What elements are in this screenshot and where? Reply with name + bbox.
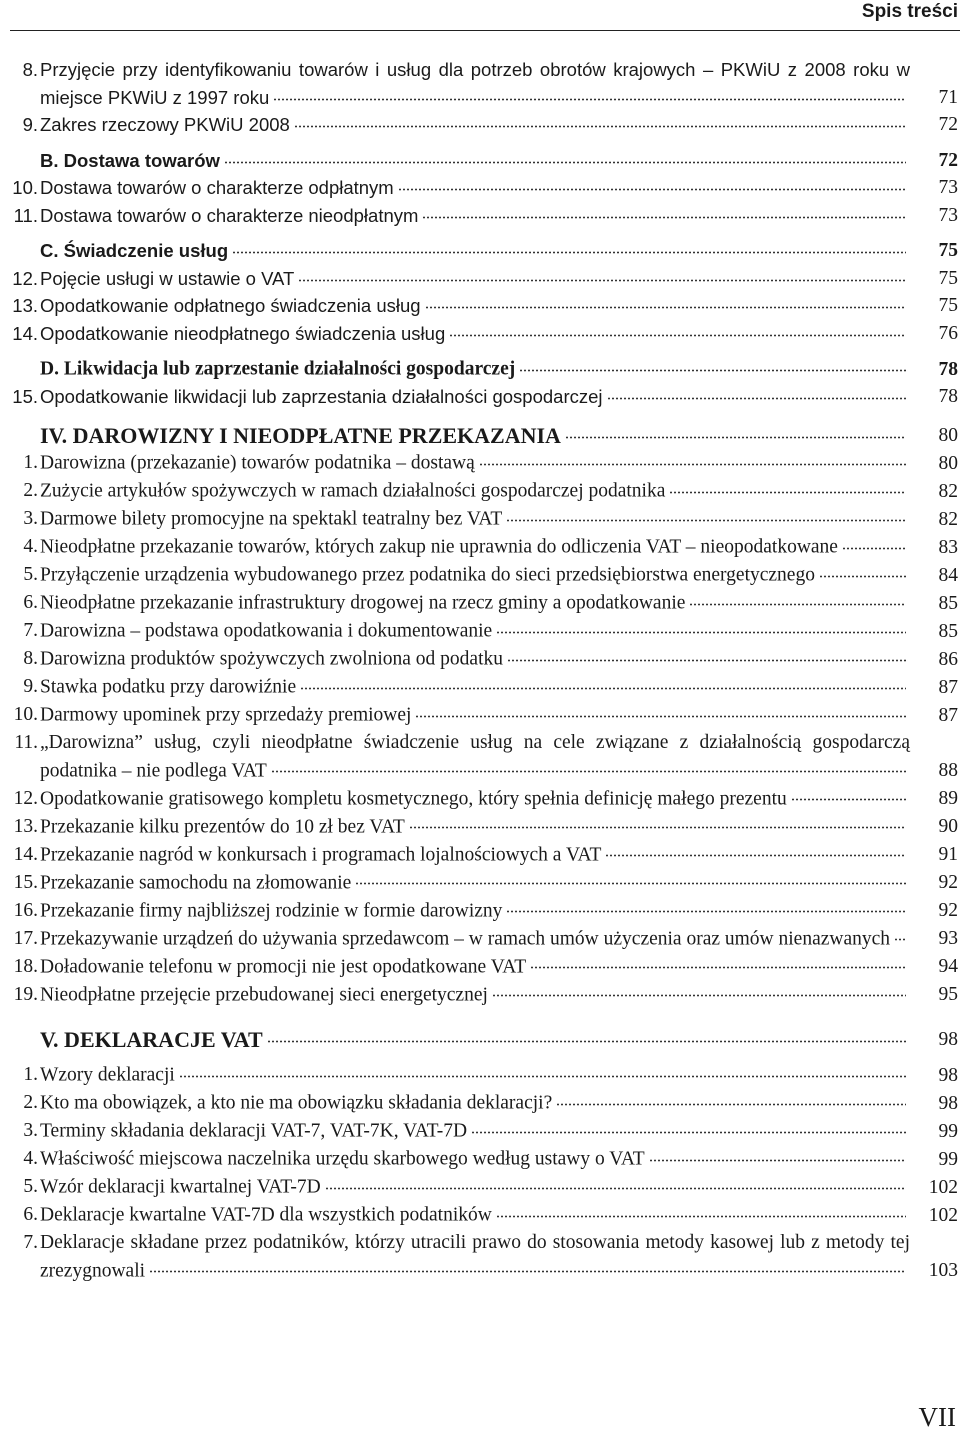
toc-entry-title: Przyjęcie przy identyfikowaniu towarów i usług dla potrzeb obrotów krajowych – PKWiU z 2008 roku w miejsce PKWiU z 1997 roku bbox=[40, 59, 910, 108]
toc-entry-number: 15. bbox=[13, 871, 38, 893]
dot-leader bbox=[355, 869, 906, 889]
toc-entry-title: V. DEKLARACJE VAT bbox=[40, 1026, 263, 1052]
toc-entry[interactable] bbox=[0, 111, 960, 139]
toc-entry-number: 14. bbox=[13, 843, 38, 865]
dot-leader bbox=[300, 673, 906, 693]
toc-entry[interactable] bbox=[0, 1173, 960, 1201]
toc-entry-page: 75 bbox=[938, 295, 958, 316]
toc-entry-title: Przekazanie firmy najbliższej rodzinie w formie darowizny bbox=[40, 900, 503, 921]
toc-entry[interactable] bbox=[0, 645, 960, 673]
toc-entry-page: 78 bbox=[938, 358, 958, 380]
toc-entry[interactable] bbox=[0, 237, 960, 265]
toc-entry-page: 73 bbox=[938, 177, 958, 198]
toc-entry-page: 88 bbox=[938, 760, 958, 781]
toc-entry-number: 9. bbox=[22, 114, 38, 135]
dot-leader bbox=[507, 645, 906, 665]
dot-leader bbox=[506, 897, 906, 917]
dot-leader bbox=[479, 449, 906, 469]
toc-entry[interactable] bbox=[0, 383, 960, 411]
dot-leader bbox=[471, 1117, 906, 1137]
toc-entry-page: 86 bbox=[938, 648, 958, 670]
toc-entry-title: Deklaracje składane przez podatników, którzy utracili prawo do stosowania metody kasowej lub z metody tej zrezygnowali bbox=[40, 1232, 910, 1281]
toc-entry-title: Opodatkowanie nieodpłatnego świadczenia usług bbox=[40, 322, 446, 344]
toc-entry-page: 102 bbox=[928, 1204, 958, 1226]
toc-entry-title: Przekazanie kilku prezentów do 10 zł bez VAT bbox=[40, 816, 405, 837]
toc-entry[interactable] bbox=[0, 897, 960, 925]
toc-entry-number: 14. bbox=[12, 322, 38, 344]
toc-entry-title: Deklaracje kwartalne VAT-7D dla wszystkich podatników bbox=[40, 1204, 492, 1226]
dot-leader bbox=[506, 505, 906, 525]
dot-leader bbox=[294, 113, 906, 132]
toc-entry-page: 95 bbox=[938, 984, 958, 1005]
toc-entry-page: 72 bbox=[938, 114, 958, 135]
toc-entry-title: IV. DAROWIZNY I NIEODPŁATNE PRZEKAZANIA bbox=[40, 422, 561, 448]
dot-leader bbox=[422, 203, 906, 222]
dot-leader bbox=[149, 1257, 906, 1277]
toc-entry-page: 87 bbox=[938, 676, 958, 698]
dot-leader bbox=[398, 176, 906, 195]
toc-entry-number: 12. bbox=[13, 787, 38, 809]
toc-entry-title: Doładowanie telefonu w promocji nie jest opodatkowane VAT bbox=[40, 956, 527, 977]
toc-entry-title: Kto ma obowiązek, a kto nie ma obowiązku składania deklaracji? bbox=[40, 1092, 553, 1114]
toc-entry-page: 82 bbox=[938, 508, 958, 530]
toc-entry-page: 85 bbox=[938, 620, 958, 642]
toc-entry[interactable] bbox=[0, 673, 960, 701]
toc-entry-page: 89 bbox=[938, 788, 958, 809]
dot-leader bbox=[409, 813, 906, 833]
toc-entry[interactable] bbox=[0, 785, 960, 813]
toc-entry-number: 6. bbox=[23, 1204, 38, 1225]
toc-entry-title: Nieodpłatne przejęcie przebudowanej sieci energetycznej bbox=[40, 984, 488, 1005]
toc-entry-number: 13. bbox=[13, 815, 38, 837]
toc-entry-page: 73 bbox=[938, 204, 958, 226]
toc-entry-title: Zakres rzeczowy PKWiU 2008 bbox=[40, 114, 290, 135]
toc-entry-page: 91 bbox=[938, 844, 958, 865]
toc-entry-page: 94 bbox=[938, 956, 958, 977]
toc-entry-page: 87 bbox=[938, 704, 958, 726]
toc-entry-title: Dostawa towarów o charakterze odpłatnym bbox=[40, 177, 394, 198]
toc-entry-title: Darowizna produktów spożywczych zwolniona od podatku bbox=[40, 648, 504, 670]
toc-entry-page: 92 bbox=[938, 900, 958, 921]
toc-entry-title: Przekazanie nagród w konkursach i programach lojalnościowych a VAT bbox=[40, 844, 602, 865]
toc-entry-title: D. Likwidacja lub zaprzestanie działalności gospodarczej bbox=[40, 358, 516, 380]
toc-entry-title: Pojęcie usługi w ustawie o VAT bbox=[40, 267, 295, 289]
table-of-contents bbox=[0, 56, 960, 1285]
toc-entry[interactable] bbox=[0, 1117, 960, 1145]
toc-entry-title: Darowizna – podstawa opodatkowania i dokumentowanie bbox=[40, 620, 493, 642]
toc-entry[interactable] bbox=[0, 701, 960, 729]
toc-entry[interactable] bbox=[0, 925, 960, 953]
toc-entry-number: 8. bbox=[22, 59, 38, 80]
dot-leader bbox=[605, 841, 906, 861]
toc-entry-page: 71 bbox=[938, 86, 958, 108]
toc-entry-number: 12. bbox=[12, 267, 38, 289]
toc-entry[interactable] bbox=[0, 589, 960, 617]
toc-entry-page: 83 bbox=[938, 536, 958, 558]
toc-entry-title: Właściwość miejscowa naczelnika urzędu skarbowego według ustawy o VAT bbox=[40, 1148, 645, 1170]
toc-entry-title: Przyłączenie urządzenia wybudowanego przez podatnika do sieci przedsiębiorstwa energetycznego bbox=[40, 564, 815, 586]
toc-entry-number: 19. bbox=[13, 983, 38, 1005]
toc-entry-page: 85 bbox=[938, 592, 958, 614]
toc-entry-title: Dostawa towarów o charakterze nieodpłatnym bbox=[40, 204, 419, 226]
dot-leader bbox=[179, 1061, 906, 1081]
dot-leader bbox=[325, 1173, 906, 1193]
toc-entry-page: 103 bbox=[928, 1260, 958, 1281]
dot-leader bbox=[519, 355, 906, 375]
toc-entry-title: Nieodpłatne przekazanie towarów, których zakup nie uprawnia do odliczenia VAT – nieopodatkowane bbox=[40, 536, 838, 558]
toc-entry-page: 98 bbox=[938, 1092, 958, 1114]
toc-entry-number: 3. bbox=[23, 1120, 38, 1141]
dot-leader bbox=[496, 1201, 906, 1221]
dot-leader bbox=[842, 533, 906, 553]
toc-entry-title: Nieodpłatne przekazanie infrastruktury drogowej na rzecz gminy a opodatkowanie bbox=[40, 592, 686, 614]
toc-entry-title: Darmowe bilety promocyjne na spektakl teatralny bez VAT bbox=[40, 508, 503, 530]
dot-leader bbox=[224, 148, 906, 167]
toc-entry-page: 72 bbox=[938, 149, 958, 171]
toc-entry-page: 76 bbox=[938, 322, 958, 344]
dot-leader bbox=[669, 477, 906, 497]
toc-entry-number: 18. bbox=[13, 955, 38, 977]
dot-leader bbox=[415, 701, 906, 721]
dot-leader bbox=[894, 925, 906, 945]
toc-entry-page: 75 bbox=[938, 267, 958, 289]
toc-entry[interactable] bbox=[0, 505, 960, 533]
dot-leader bbox=[496, 617, 906, 637]
dot-leader bbox=[232, 239, 906, 258]
toc-entry-number: 16. bbox=[13, 899, 38, 921]
toc-entry-page: 75 bbox=[938, 240, 958, 261]
toc-entry[interactable] bbox=[0, 1089, 960, 1117]
toc-entry-page: 99 bbox=[938, 1148, 958, 1170]
toc-entry[interactable] bbox=[0, 56, 960, 111]
toc-entry-number: 11. bbox=[14, 732, 38, 753]
toc-entry-number: 15. bbox=[12, 386, 38, 407]
toc-entry[interactable] bbox=[0, 1145, 960, 1173]
toc-entry-number: 17. bbox=[13, 927, 38, 949]
toc-entry-title: B. Dostawa towarów bbox=[40, 149, 220, 171]
toc-entry-page: 98 bbox=[938, 1028, 958, 1050]
toc-entry-number: 10. bbox=[13, 704, 38, 725]
toc-entry-number: 7. bbox=[23, 620, 38, 641]
toc-entry-page: 84 bbox=[938, 564, 958, 586]
toc-entry[interactable] bbox=[0, 147, 960, 175]
toc-entry-number: 5. bbox=[23, 564, 38, 585]
toc-entry-page: 80 bbox=[938, 424, 958, 446]
toc-entry-page: 90 bbox=[938, 816, 958, 837]
toc-entry-number: 5. bbox=[23, 1176, 38, 1197]
toc-entry-title: Opodatkowanie gratisowego kompletu kosmetycznego, który spełnia definicję małego prezentu bbox=[40, 788, 787, 809]
toc-entry-page: 93 bbox=[938, 928, 958, 949]
page-header bbox=[10, 0, 960, 31]
toc-entry-number: 2. bbox=[23, 1092, 38, 1113]
toc-entry-title: Opodatkowanie likwidacji lub zaprzestania działalności gospodarczej bbox=[40, 386, 603, 407]
dot-leader bbox=[556, 1089, 906, 1109]
toc-entry[interactable] bbox=[0, 320, 960, 348]
toc-entry-title: Przekazanie samochodu na złomowanie bbox=[40, 872, 352, 893]
toc-entry[interactable] bbox=[0, 265, 960, 293]
toc-entry-title: Darowizna (przekazanie) towarów podatnika – dostawą bbox=[40, 452, 475, 474]
toc-entry[interactable] bbox=[0, 174, 960, 202]
dot-leader bbox=[267, 1025, 906, 1047]
toc-entry-number: 2. bbox=[23, 480, 38, 501]
toc-entry-number: 3. bbox=[23, 508, 38, 529]
toc-entry[interactable] bbox=[0, 449, 960, 477]
toc-entry[interactable] bbox=[0, 202, 960, 230]
toc-entry[interactable] bbox=[0, 617, 960, 645]
toc-entry-number: 6. bbox=[23, 592, 38, 613]
dot-leader bbox=[492, 981, 906, 1001]
toc-entry[interactable] bbox=[0, 981, 960, 1009]
toc-entry[interactable] bbox=[0, 1025, 960, 1054]
dot-leader bbox=[565, 421, 906, 443]
toc-entry-title: „Darowizna” usług, czyli nieodpłatne świadczenie usług na cele związane z działalnością gospodarczą podatnika – nie podlega VAT bbox=[40, 732, 910, 781]
toc-entry-number: 7. bbox=[23, 1232, 38, 1253]
toc-entry[interactable] bbox=[0, 1061, 960, 1089]
toc-entry[interactable] bbox=[0, 292, 960, 320]
toc-entry[interactable] bbox=[0, 813, 960, 841]
toc-entry[interactable] bbox=[0, 1229, 960, 1285]
toc-entry[interactable] bbox=[0, 1201, 960, 1229]
toc-entry-number: 10. bbox=[12, 177, 38, 198]
toc-entry-page: 98 bbox=[938, 1064, 958, 1086]
toc-entry-number: 11. bbox=[13, 204, 38, 226]
toc-entry-page: 99 bbox=[938, 1120, 958, 1142]
toc-entry-number: 1. bbox=[23, 452, 38, 473]
toc-entry-title: Stawka podatku przy darowiźnie bbox=[40, 676, 297, 698]
toc-entry-number: 1. bbox=[23, 1064, 38, 1085]
toc-entry[interactable] bbox=[0, 841, 960, 869]
toc-entry-number: 13. bbox=[12, 295, 38, 316]
toc-entry[interactable] bbox=[0, 355, 960, 383]
dot-leader bbox=[689, 589, 906, 609]
dot-leader bbox=[273, 85, 906, 104]
dot-leader bbox=[425, 294, 906, 313]
toc-entry-number: 4. bbox=[23, 1148, 38, 1169]
toc-entry-number: 8. bbox=[23, 648, 38, 669]
dot-leader bbox=[649, 1145, 906, 1165]
toc-entry-title: Przekazywanie urządzeń do używania sprzedawcom – w ramach umów użyczenia oraz umów nienazwanych bbox=[40, 928, 891, 949]
toc-entry-title: Wzór deklaracji kwartalnej VAT-7D bbox=[40, 1176, 321, 1198]
toc-entry[interactable] bbox=[0, 869, 960, 897]
toc-entry-number: 9. bbox=[23, 676, 38, 697]
toc-entry-page: 80 bbox=[938, 452, 958, 474]
toc-entry-page: 92 bbox=[938, 872, 958, 893]
dot-leader bbox=[607, 385, 906, 404]
toc-entry-page: 102 bbox=[928, 1176, 958, 1198]
dot-leader bbox=[530, 953, 906, 973]
toc-entry-title: C. Świadczenie usług bbox=[40, 240, 229, 261]
dot-leader bbox=[298, 266, 906, 285]
toc-entry-title: Wzory deklaracji bbox=[40, 1064, 175, 1086]
toc-entry[interactable] bbox=[0, 477, 960, 505]
toc-entry[interactable] bbox=[0, 561, 960, 589]
toc-entry[interactable] bbox=[0, 729, 960, 785]
dot-leader bbox=[819, 561, 906, 581]
dot-leader bbox=[271, 757, 906, 777]
toc-entry[interactable] bbox=[0, 421, 960, 450]
toc-entry[interactable] bbox=[0, 533, 960, 561]
toc-entry[interactable] bbox=[0, 953, 960, 981]
toc-entry-page: 82 bbox=[938, 480, 958, 502]
page-number: VII bbox=[918, 1402, 956, 1432]
dot-leader bbox=[449, 321, 906, 340]
toc-entry-number: 4. bbox=[23, 536, 38, 557]
toc-entry-page: 78 bbox=[938, 386, 958, 407]
toc-entry-title: Darmowy upominek przy sprzedaży premiowej bbox=[40, 704, 412, 726]
toc-entry-title: Opodatkowanie odpłatnego świadczenia usług bbox=[40, 295, 421, 316]
toc-entry-title: Terminy składania deklaracji VAT-7, VAT-7K, VAT-7D bbox=[40, 1120, 468, 1142]
toc-entry-title: Zużycie artykułów spożywczych w ramach działalności gospodarczej podatnika bbox=[40, 480, 666, 502]
header-title: Spis treści bbox=[861, 1, 958, 22]
dot-leader bbox=[791, 785, 906, 805]
